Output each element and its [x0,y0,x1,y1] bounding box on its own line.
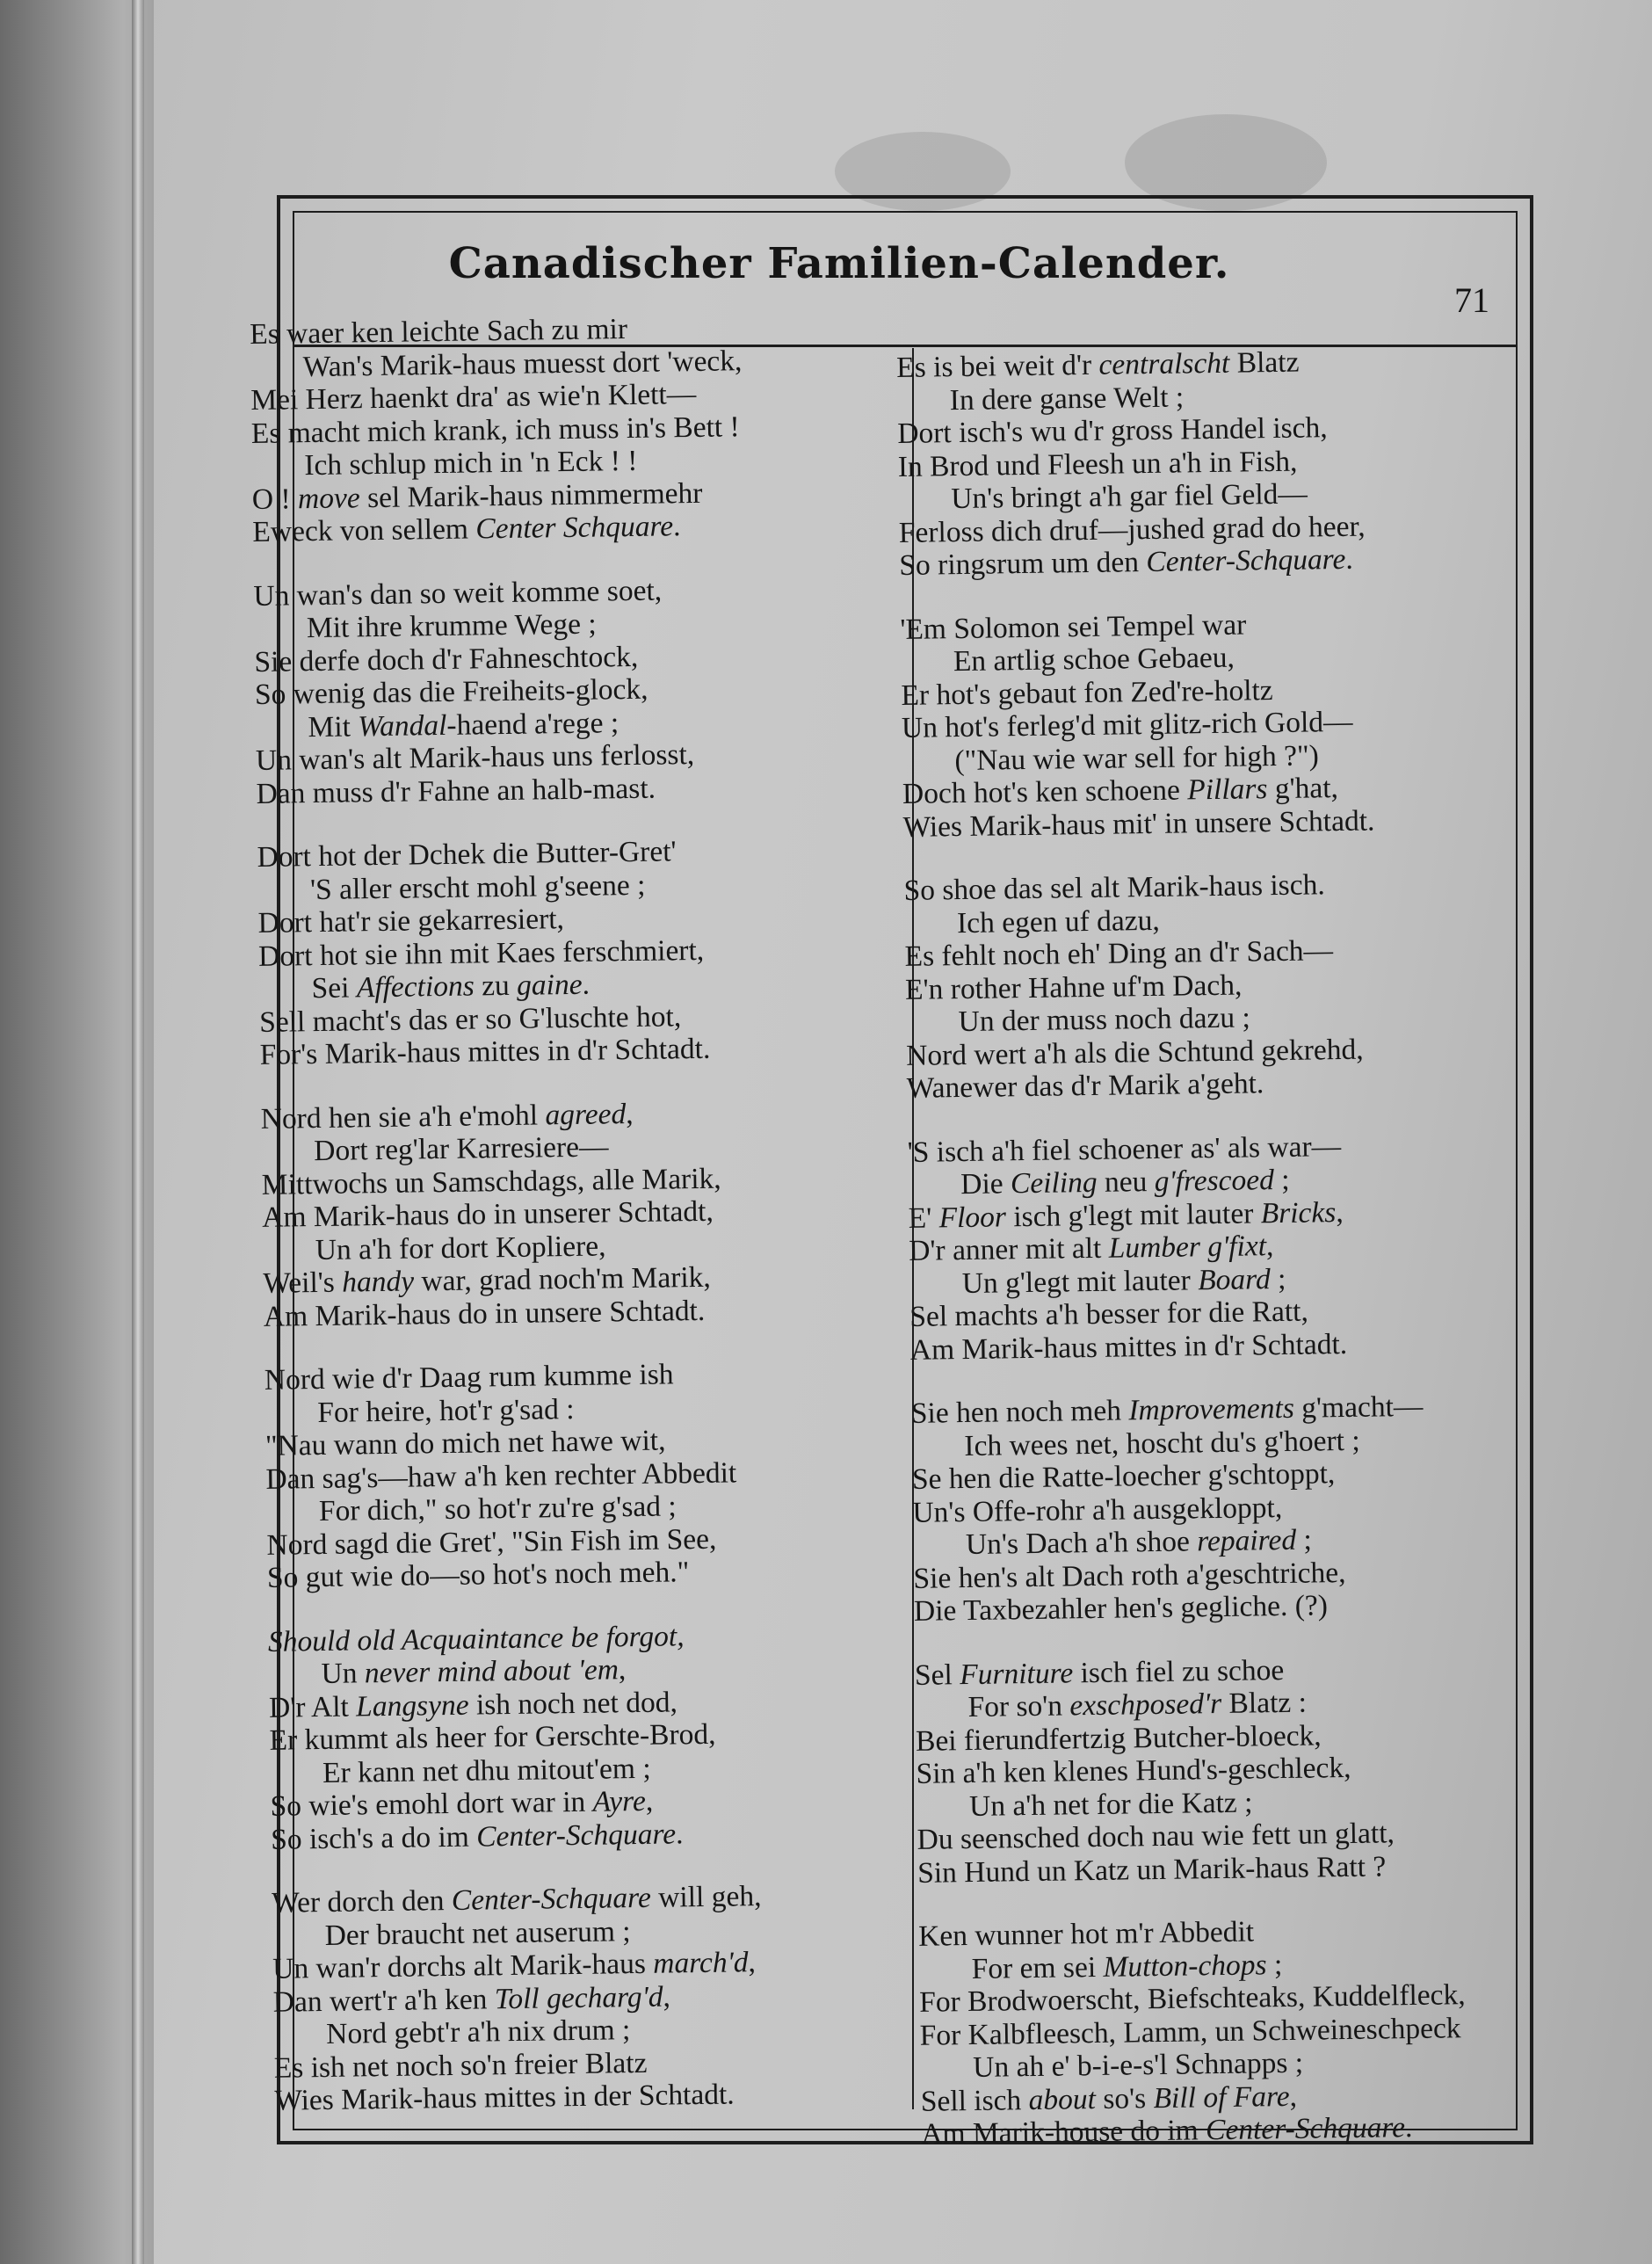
verse-line: Am Marik-haus do in unsere Schtadt. [263,1294,706,1333]
stanza [250,309,868,548]
verse-line: Am Marik-house do im Center-Schquare. [921,2110,1413,2151]
verse-line: Es is bei weit d'r centralscht Blatz [896,345,1300,384]
verse-line: Un a'h for dort Kopliere, [315,1229,606,1266]
verse-line: Se hen die Ratte-loecher g'schtoppt, [911,1457,1336,1496]
verse-line: Dan wert'r a'h ken Toll gecharg'd, [272,1980,671,2019]
verse-line: O ! move sel Marik-haus nimmermehr [251,476,703,516]
verse-line: Sie derfe doch d'r Fahneschtock, [254,640,639,678]
verse-line: Un der muss noch dazu ; [958,1001,1251,1039]
verse-line: Wer dorch den Center-Schquare will geh, [271,1880,762,1919]
verse-line: Es fehlt noch eh' Ding an d'r Sach— [904,934,1334,973]
verse-line: Ferloss dich druf—jushed grad do heer, [898,510,1366,549]
verse-line: Ken wunner hot m'r Abbedit [917,1915,1255,1953]
verse-line: E'n rother Hahne uf'm Dach, [904,969,1243,1006]
verse-line: Dan sag's—haw a'h ken rechter Abbedit [265,1455,737,1496]
verse-line: Ich schlup mich in 'n Eck ! ! [304,444,638,483]
stanza [911,1389,1530,1628]
book-spine-shadow [0,0,154,2264]
verse-line: Wan's Marik-haus muesst dort 'weck, [302,344,743,383]
verse-line: Ich egen uf dazu, [956,903,1160,940]
verse-line: In dere ganse Welt ; [949,380,1185,417]
verse-line: Un's Offe-rohr a'h ausgekloppt, [912,1491,1283,1529]
verse-line: Sel Furniture isch fiel zu schoe [914,1653,1285,1692]
verse-line: 'S isch a'h fiel schoener as' als war— [907,1129,1342,1169]
verse-line: Dan muss d'r Fahne an halb-mast. [256,772,656,810]
verse-line: Eweck von sellem Center Schquare. [252,510,681,548]
verse-line: Un wan's alt Marik-haus uns ferlosst, [255,737,695,777]
verse-line: Mit Wandal-haend a'rege ; [308,706,620,744]
verse-line: "Nau wann do mich net hawe wit, [264,1424,666,1462]
verse-line: Nord gebt'r a'h nix drum ; [326,2014,631,2050]
verse-line: Should old Acquaintance be forgot, [267,1619,685,1658]
verse-line: Dort isch's wu d'r gross Handel isch, [897,411,1328,450]
verse-line: D'r anner mit alt Lumber g'fixt, [909,1230,1274,1267]
verse-line: Nord hen sie a'h e'mohl agreed, [260,1097,634,1136]
verse-line: So wenig das die Freiheits-glock, [254,672,648,711]
verse-line: Ich wees net, hoscht du's g'hoert ; [964,1424,1360,1462]
verse-line: Die Ceiling neu g'frescoed ; [960,1163,1290,1201]
verse-line: Un g'legt mit lauter Board ; [961,1262,1286,1300]
stanza [900,605,1518,844]
verse-line: Un's bringt a'h gar fiel Geld— [951,477,1308,516]
verse-line: So isch's a do im Center-Schquare. [270,1817,684,1856]
left-column [250,309,890,2148]
verse-line: For's Marik-haus mittes in d'r Schtadt. [259,1032,711,1071]
page-number: 71 [1454,280,1489,320]
verse-line: Am Marik-haus do in unserer Schtadt, [262,1194,714,1234]
verse-line: Weil's handy war, grad noch'm Marik, [263,1260,712,1300]
verse-line: 'S aller erscht mohl g'seene ; [309,868,646,906]
verse-line: For em sei Mutton-chops ; [971,1948,1283,1985]
verse-line: 'Em Solomon sei Tempel war [900,607,1247,646]
verse-line: Der braucht net auserum ; [324,1914,631,1952]
verse-line: Nord sagd die Gret', "Sin Fish im See, [266,1522,717,1562]
verse-line: For dich," so hot'r zu're g'sad ; [318,1490,677,1528]
verse-line: Mit ihre krumme Wege ; [306,607,597,645]
verse-line: Wies Marik-haus mittes in der Schtadt. [274,2078,735,2117]
verse-line: Doch hot's ken schoene Pillars g'hat, [902,772,1339,810]
verse-line: Un ah e' b-i-e-s'l Schnapps ; [973,2046,1304,2084]
stanza [907,1128,1525,1367]
verse-line: In Brod und Fleesh un a'h in Fish, [897,445,1298,483]
verse-line: Sel machts a'h besser for die Ratt, [909,1295,1309,1333]
verse-line: So shoe das sel alt Marik-haus isch. [903,868,1325,907]
verse-line: Sie hen noch meh Improvements g'macht— [910,1390,1424,1430]
stanza [918,1912,1537,2151]
verse-line: Sell isch about so's Bill of Fare, [920,2079,1298,2118]
verse-line: Es macht mich krank, ich muss in's Bett ! [250,410,740,450]
verse-line: For Brodwoerscht, Biefschteaks, Kuddelfleck, [918,1978,1466,2019]
stanza [903,866,1522,1105]
verse-line: Er hot's gebaut fon Zed're-holtz [901,673,1273,712]
verse-line: Un wan'r dorchs alt Marik-haus march'd, [272,1946,757,1985]
verse-line: Sei Affections zu gaine. [311,968,591,1005]
verse-line: For Kalbfleesch, Lamm, un Schweineschpeck [919,2011,1461,2052]
verse-line: Die Taxbezahler hen's gegliche. (?) [913,1589,1329,1628]
verse-line: En artlig schoe Gebaeu, [953,641,1235,678]
verse-line: Nord wie d'r Daag rum kumme ish [264,1358,674,1397]
stanza [264,1355,883,1594]
stanza [253,571,872,810]
verse-line: For so'n exschposed'r Blatz : [967,1686,1308,1724]
verse-line: D'r Alt Langsyne ish noch net dod, [268,1685,678,1724]
verse-line: E' Floor isch g'legt mit lauter Bricks, [908,1195,1344,1235]
verse-line: Un wan's dan so weit komme soet, [253,573,663,613]
verse-line: Dort hot sie ihn mit Kaes ferschmiert, [257,933,705,973]
verse-line: Nord wert a'h als die Schtund gekrehd, [905,1033,1364,1072]
verse-line: ("Nau wie war sell for high ?") [954,738,1320,777]
stanza [257,832,875,1071]
verse-line: Am Marik-haus mittes in d'r Schtadt. [909,1327,1348,1367]
verse-line: Es waer ken leichte Sach zu mir [250,312,628,351]
left-page-edge [132,0,144,2264]
verse-line: Un's Dach a'h shoe repaired ; [965,1523,1313,1562]
stanza [896,343,1515,582]
verse-line: Un hot's ferleg'd mit glitz-rich Gold— [901,705,1353,744]
verse-line: Sie hen's alt Dach roth a'geschtriche, [913,1556,1346,1595]
verse-line: So ringsrum um den Center-Schquare. [899,542,1353,582]
verse-line: Es ish net noch so'n freier Blatz [273,2046,648,2085]
running-title: Canadischer Familien-Calender. [448,239,1230,288]
verse-line: Dort reg'lar Karresiere— [313,1130,609,1168]
verse-line: Mei Herz haenkt dra' as wie'n Klett— [250,377,697,417]
verse-line: Un a'h net for die Katz ; [968,1786,1253,1823]
verse-line: Er kann net dhu mitout'em ; [322,1752,651,1789]
verse-line: Bei fierundfertzig Butcher-bloeck, [915,1718,1322,1758]
verse-line: Mittwochs un Samschdags, alle Marik, [261,1162,721,1201]
stanza [272,1878,890,2117]
verse-line: Sin Hund un Katz un Marik-haus Ratt ? [917,1849,1387,1890]
right-column [896,343,1537,2181]
verse-line: So gut wie do—so hot's noch meh." [266,1556,690,1594]
stanza [915,1651,1533,1890]
verse-line: Sin a'h ken klenes Hund's-geschleck, [916,1751,1351,1790]
verse-line: So wie's emohl dort war in Ayre, [270,1784,654,1823]
stanza [260,1094,879,1333]
verse-line: For heire, hot'r g'sad : [317,1392,575,1429]
verse-line: Dort hat'r sie gekarresiert, [257,903,565,940]
verse-line: Er kummt als heer for Gerschte-Brod, [269,1717,716,1757]
verse-line: Sell macht's das er so G'luschte hot, [258,999,682,1039]
verse-line: Wanewer das d'r Marik a'geht. [906,1067,1264,1105]
verse-line: Un never mind about 'em, [321,1653,627,1691]
verse-line: Du seensched doch nau wie fett un glatt, [917,1817,1395,1856]
verse-line: Dort hot der Dchek die Butter-Gret' [257,835,677,874]
verse-line: Wies Marik-haus mit' in unsere Schtadt. [902,803,1375,844]
stanza [268,1617,887,1856]
